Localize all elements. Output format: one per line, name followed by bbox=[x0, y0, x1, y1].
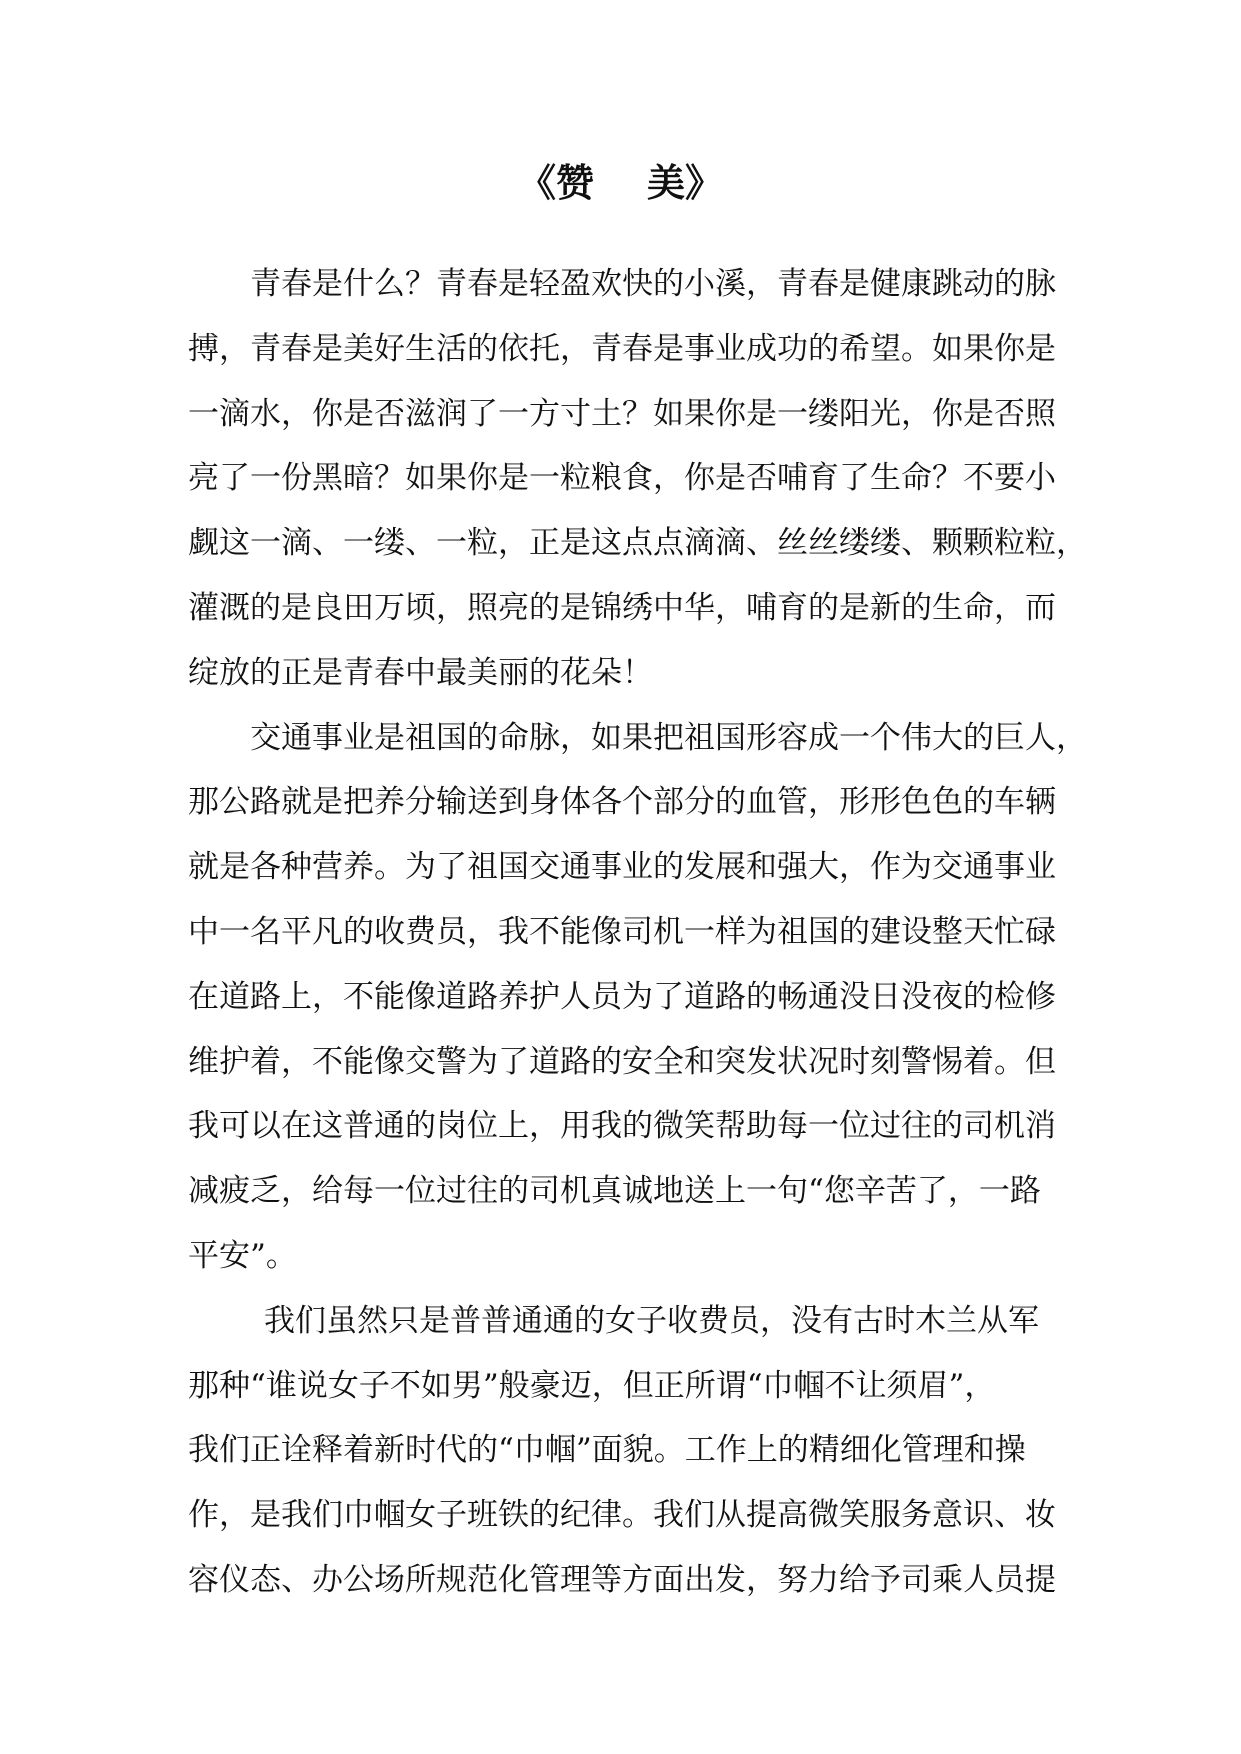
text-line: 那公路就是把养分输送到身体各个部分的血管，形形色色的车辆 bbox=[188, 784, 1056, 821]
text-line: 维护着，不能像交警为了道路的安全和突发状况时刻警惕着。但 bbox=[188, 1043, 1056, 1080]
document-body bbox=[188, 252, 1088, 1613]
text-line: 青春是什么？青春是轻盈欢快的小溪，青春是健康跳动的脉 bbox=[250, 266, 1056, 302]
text-line: 灌溉的是良田万顷，照亮的是锦绣中华，哺育的是新的生命，而 bbox=[188, 589, 1056, 626]
text-line: 减疲乏，给每一位过往的司机真诚地送上一句“您辛苦了，一路 bbox=[188, 1173, 1041, 1210]
text-line: 一滴水，你是否滋润了一方寸土？如果你是一缕阳光，你是否照 bbox=[188, 395, 1056, 432]
text-line: 那种“谁说女子不如男”般豪迈，但正所谓“巾帼不让须眉”， bbox=[188, 1367, 996, 1404]
text-line: 就是各种营养。为了祖国交通事业的发展和强大，作为交通事业 bbox=[188, 849, 1056, 886]
paragraph-toll-collectors bbox=[188, 1289, 1088, 1613]
text-line: 平安”。 bbox=[188, 1237, 297, 1274]
text-line: 我们虽然只是普普通通的女子收费员，没有古时木兰从军 bbox=[264, 1302, 1039, 1339]
text-line: 我可以在这普通的岗位上，用我的微笑帮助每一位过往的司机消 bbox=[188, 1108, 1056, 1145]
text-line: 我们正诠释着新时代的“巾帼”面貌。工作上的精细化管理和操 bbox=[188, 1432, 1026, 1469]
text-line: 亮了一份黑暗？如果你是一粒粮食，你是否哺育了生命？不要小 bbox=[188, 460, 1056, 497]
text-line: 在道路上，不能像道路养护人员为了道路的畅通没日没夜的检修 bbox=[188, 978, 1056, 1015]
document-title: 《赞 美》 bbox=[518, 160, 723, 205]
text-line: 中一名平凡的收费员，我不能像司机一样为祖国的建设整天忙碌 bbox=[188, 913, 1056, 950]
paragraph-youth bbox=[188, 252, 1088, 706]
text-line: 容仪态、办公场所规范化管理等方面出发，努力给予司乘人员提 bbox=[188, 1561, 1056, 1598]
text-line: 作，是我们巾帼女子班铁的纪律。我们从提高微笑服务意识、妆 bbox=[188, 1497, 1056, 1534]
text-line: 觑这一滴、一缕、一粒，正是这点点滴滴、丝丝缕缕、颗颗粒粒， bbox=[188, 525, 1087, 562]
text-line: 交通事业是祖国的命脉，如果把祖国形容成一个伟大的巨人， bbox=[250, 719, 1087, 756]
text-line: 搏，青春是美好生活的依托，青春是事业成功的希望。如果你是 bbox=[188, 330, 1056, 367]
text-line: 绽放的正是青春中最美丽的花朵！ bbox=[188, 654, 653, 691]
paragraph-transport bbox=[188, 706, 1088, 1289]
